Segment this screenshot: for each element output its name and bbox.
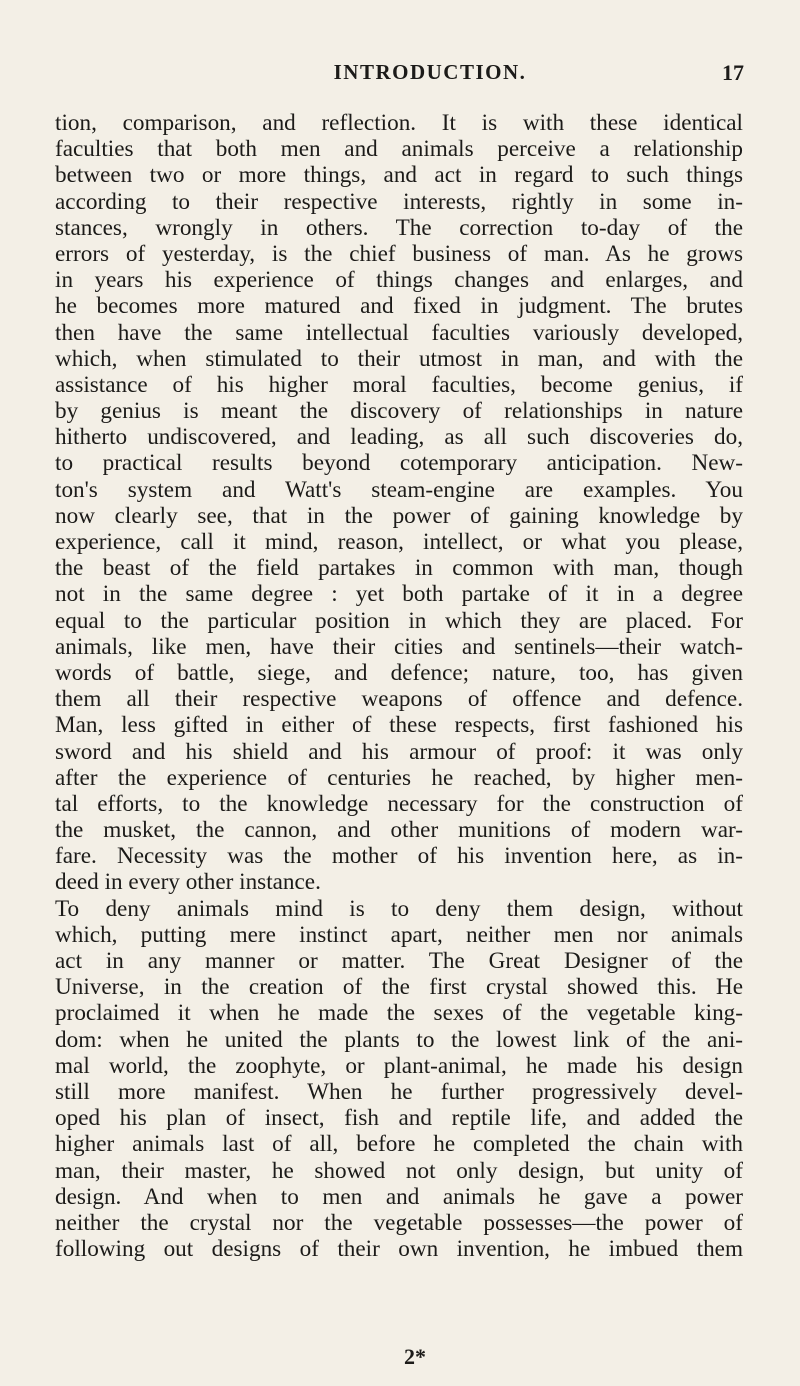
text-line: man, their master, he showed not only design, but unity of	[55, 1157, 743, 1184]
text-line: hitherto undiscovered, and leading, as all such discoveries do,	[55, 424, 743, 451]
signature-mark: 2*	[404, 1344, 426, 1369]
text-line: tion, comparison, and reflection. It is with these identical	[55, 110, 743, 136]
text-line: he becomes more matured and fixed in judgment. The brutes	[55, 293, 743, 320]
text-line: now clearly see, that in the power of gaining knowledge by	[55, 502, 743, 529]
text-line: Universe, in the creation of the first crystal showed this. He	[55, 974, 743, 1001]
text-line: them all their respective weapons of offence and defence.	[55, 686, 743, 713]
text-line: faculties that both men and animals perceive a relationship	[55, 136, 743, 163]
text-line: the beast of the field partakes in common with man, though	[55, 555, 743, 582]
text-line: Man, less gifted in either of these respects, first fashioned his	[55, 712, 743, 739]
text-line: proclaimed it when he made the sexes of the vegetable king-	[55, 1000, 743, 1027]
running-head	[0, 60, 800, 90]
page-number: 17	[722, 60, 744, 85]
text-line: act in any manner or matter. The Great Designer of the	[55, 948, 743, 974]
text-line: after the experience of centuries he reached, by higher men-	[55, 764, 743, 791]
text-line: between two or more things, and act in regard to such things	[55, 162, 743, 189]
text-line: equal to the particular position in which they are placed. For	[55, 607, 743, 634]
text-line: mal world, the zoophyte, or plant-animal, he made his design	[55, 1052, 743, 1079]
text-line: by genius is meant the discovery of relationships in nature	[55, 398, 743, 425]
text-line: higher animals last of all, before he completed the chain with	[55, 1131, 743, 1158]
text-line: oped his plan of insect, fish and reptile life, and added the	[55, 1105, 743, 1132]
text-line: sword and his shield and his armour of proof: it was only	[55, 738, 743, 765]
text-line: which, putting mere instinct apart, neither men nor animals	[55, 921, 743, 948]
text-line: the musket, the cannon, and other munitions of modern war-	[55, 817, 743, 844]
text-line: experience, call it mind, reason, intellect, or what you please,	[55, 529, 743, 555]
text-line: neither the crystal nor the vegetable possesses—the power of	[55, 1209, 743, 1236]
text-line: according to their respective interests, rightly in some in-	[55, 188, 743, 215]
text-line: then have the same intellectual faculties variously developed,	[55, 319, 743, 346]
running-title: INTRODUCTION.	[333, 60, 527, 84]
text-line: fare. Necessity was the mother of his invention here, as in-	[55, 843, 743, 870]
text-line: still more manifest. When he further progressively devel-	[55, 1078, 743, 1105]
text-line: following out designs of their own invention, he imbued them	[55, 1236, 743, 1263]
text-line: deed in every other instance.	[55, 869, 321, 896]
text-line: design. And when to men and animals he gave a power	[55, 1183, 743, 1210]
text-line: dom: when he united the plants to the lowest link of the ani-	[55, 1026, 743, 1053]
text-line: words of battle, siege, and defence; nature, too, has given	[55, 659, 743, 686]
text-line: in years his experience of things changes and enlarges, and	[55, 267, 743, 294]
text-line: ton's system and Watt's steam-engine are examples. You	[55, 476, 743, 503]
text-line: which, when stimulated to their utmost in man, and with the	[55, 345, 743, 372]
text-line: stances, wrongly in others. The correction to-day of the	[55, 214, 743, 241]
text-line: To deny animals mind is to deny them design, without	[55, 895, 743, 922]
text-line: to practical results beyond cotemporary anticipation. New-	[55, 450, 743, 477]
text-line: tal efforts, to the knowledge necessary for the construction of	[55, 790, 743, 817]
text-line: not in the same degree : yet both partake of it in a degree	[55, 581, 743, 608]
body-text	[55, 110, 743, 1262]
text-line: errors of yesterday, is the chief business of man. As he grows	[55, 240, 743, 267]
text-line: assistance of his higher moral faculties, become genius, if	[55, 371, 743, 398]
text-line: animals, like men, have their cities and sentinels—their watch-	[55, 633, 743, 660]
